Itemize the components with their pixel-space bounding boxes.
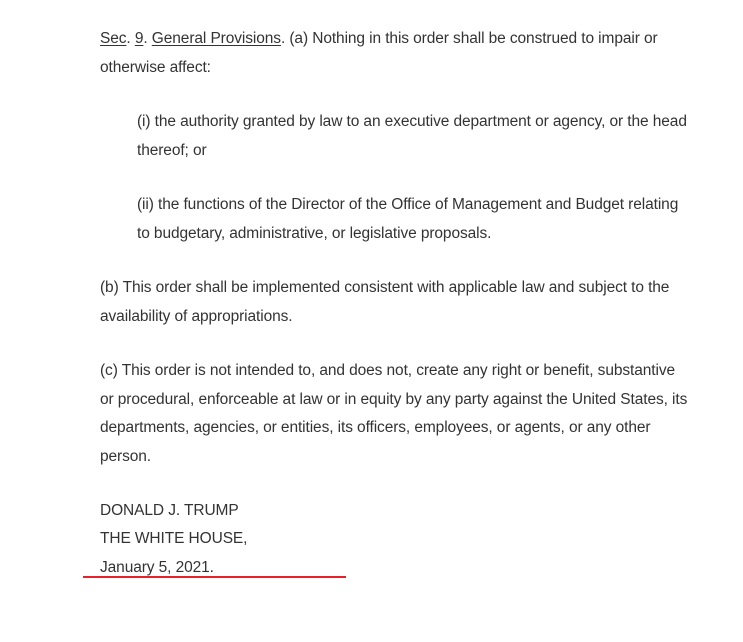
section-9-paragraph-a: Sec. 9. General Provisions. (a) Nothing in this order shall be construed to impair or otherwise affect: [100, 30, 658, 76]
paragraph-a-text: (a) Nothing in this order shall be construed to impair or otherwise affect: [100, 30, 658, 76]
signer-name: DONALD J. TRUMP [100, 502, 239, 519]
paragraph-c: (c) This order is not intended to, and does not, create any right or benefit, substantive or procedural, enforceable at law or in equity by any party against the United States, its departments, agencies, or entities, its officers, employees, or agents, or any other person. [100, 362, 688, 465]
section-number: 9 [134, 30, 144, 47]
section-label: Sec [100, 30, 127, 47]
signing-date: January 5, 2021. [100, 558, 214, 576]
signing-place: THE WHITE HOUSE, [100, 530, 248, 548]
section-title: General Provisions [151, 30, 281, 47]
document-body [100, 25, 690, 582]
red-underline-mark [83, 576, 346, 578]
signature-block [100, 497, 690, 582]
item-ii: (ii) the functions of the Director of the Office of Management and Budget relating to budgetary, administrative, or legislative proposals. [137, 196, 679, 242]
item-i: (i) the authority granted by law to an executive department or agency, or the head thereof; or [137, 113, 687, 159]
paragraph-b: (b) This order shall be implemented consistent with applicable law and subject to the availability of appropriations. [100, 279, 670, 325]
